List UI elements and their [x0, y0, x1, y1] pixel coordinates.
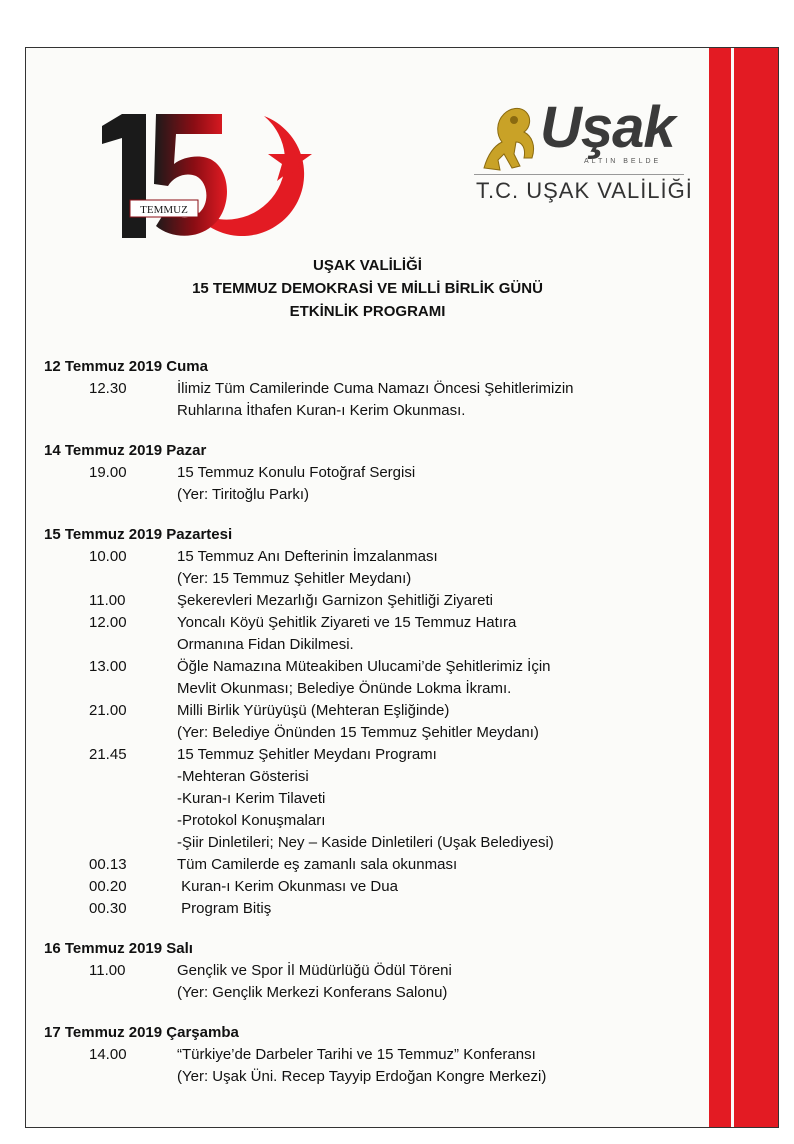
event-row — [44, 378, 704, 422]
event-line: Kuran-ı Kerim Okunması ve Dua — [177, 878, 398, 895]
usak-caption: T.C. UŞAK VALİLİĞİ — [476, 178, 693, 203]
event-line: Milli Birlik Yürüyüşü (Mehteran Eşliğinde) — [177, 702, 450, 719]
event-line: (Yer: Gençlik Merkezi Konferans Salonu) — [177, 984, 448, 1001]
event-time: 00.30 — [89, 900, 127, 917]
event-line: 15 Temmuz Konulu Fotoğraf Sergisi — [177, 464, 416, 481]
event-description — [177, 656, 704, 700]
event-time: 00.20 — [89, 878, 127, 895]
event-line: Yoncalı Köyü Şehitlik Ziyareti ve 15 Temmuz Hatıra — [177, 614, 517, 631]
event-time: 14.00 — [89, 1046, 127, 1063]
event-line: -Mehteran Gösterisi — [177, 768, 309, 785]
event-time: 10.00 — [89, 548, 127, 565]
event-description — [177, 590, 704, 612]
day-title: 17 Temmuz 2019 Çarşamba — [44, 1024, 239, 1041]
event-line: Program Bitiş — [177, 900, 272, 917]
day-section — [44, 1022, 704, 1088]
event-time: 19.00 — [89, 464, 127, 481]
day-title: 14 Temmuz 2019 Pazar — [44, 442, 207, 459]
event-time: 00.13 — [89, 856, 127, 873]
event-time: 12.00 — [89, 614, 127, 631]
day-section — [44, 356, 704, 422]
event-description — [177, 378, 704, 422]
event-time: 11.00 — [89, 962, 126, 979]
logo-divider — [474, 174, 684, 175]
red-stripe-wide — [734, 48, 779, 1127]
event-row — [44, 612, 704, 656]
event-row — [44, 1044, 704, 1088]
day-title: 12 Temmuz 2019 Cuma — [44, 358, 208, 375]
event-row — [44, 960, 704, 1004]
event-line: -Protokol Konuşmaları — [177, 812, 326, 829]
logo-15-temmuz-graphic — [94, 86, 324, 266]
heading-line-1: UŞAK VALİLİĞİ — [313, 257, 422, 274]
golden-horse-icon — [474, 98, 544, 178]
event-description — [177, 700, 704, 744]
event-line: (Yer: Tiritoğlu Parkı) — [177, 486, 309, 503]
event-description — [177, 854, 704, 876]
event-row — [44, 700, 704, 744]
event-line: İlimiz Tüm Camilerinde Cuma Namazı Öncesi Şehitlerimizin — [177, 380, 574, 397]
event-row — [44, 876, 704, 898]
event-line: Öğle Namazına Müteakiben Ulucami’de Şehitlerimiz İçin — [177, 658, 551, 675]
event-description — [177, 462, 704, 506]
heading-line-3: ETKİNLİK PROGRAMI — [289, 303, 446, 320]
event-line: (Yer: 15 Temmuz Şehitler Meydanı) — [177, 570, 412, 587]
heading-line-2: 15 TEMMUZ DEMOKRASİ VE MİLLİ BİRLİK GÜNÜ — [192, 280, 543, 297]
event-time: 11.00 — [89, 592, 126, 609]
day-section — [44, 938, 704, 1004]
event-description — [177, 546, 704, 590]
event-description — [177, 744, 704, 854]
usak-wordmark: Uşak — [540, 95, 675, 160]
logo-15-temmuz — [94, 86, 324, 266]
day-title: 15 Temmuz 2019 Pazartesi — [44, 526, 233, 543]
event-row — [44, 898, 704, 920]
logo-usak-valiligi — [474, 90, 714, 250]
event-time: 12.30 — [89, 380, 127, 397]
day-section — [44, 524, 704, 920]
event-row — [44, 656, 704, 700]
event-description — [177, 612, 704, 656]
event-line: “Türkiye’de Darbeler Tarihi ve 15 Temmuz” Konferansı — [177, 1046, 536, 1063]
event-row — [44, 744, 704, 854]
event-line: Mevlit Okunması; Belediye Önünde Lokma İkramı. — [177, 680, 512, 697]
event-line: 15 Temmuz Şehitler Meydanı Programı — [177, 746, 437, 763]
day-title: 16 Temmuz 2019 Salı — [44, 940, 193, 957]
program-list — [44, 356, 704, 1106]
event-row — [44, 546, 704, 590]
event-line: Ruhlarına İthafen Kuran-ı Kerim Okunması. — [177, 402, 466, 419]
event-time: 21.00 — [89, 702, 127, 719]
event-description — [177, 960, 704, 1004]
event-line: -Şiir Dinletileri; Ney – Kaside Dinletileri (Uşak Belediyesi) — [177, 834, 554, 851]
event-description — [177, 876, 704, 898]
day-section — [44, 440, 704, 506]
event-line: Şekerevleri Mezarlığı Garnizon Şehitliği Ziyareti — [177, 592, 493, 609]
event-line: Tüm Camilerde eş zamanlı sala okunması — [177, 856, 458, 873]
event-line: (Yer: Uşak Üni. Recep Tayyip Erdoğan Kongre Merkezi) — [177, 1068, 547, 1085]
event-line: 15 Temmuz Anı Defterinin İmzalanması — [177, 548, 438, 565]
event-description — [177, 898, 704, 920]
event-row — [44, 854, 704, 876]
document-page — [25, 47, 779, 1128]
logo-badge-text: TEMMUZ — [140, 204, 188, 216]
usak-subtitle: ALTIN BELDE — [584, 158, 662, 165]
event-line: Gençlik ve Spor İl Müdürlüğü Ödül Töreni — [177, 962, 452, 979]
event-line: Ormanına Fidan Dikilmesi. — [177, 636, 354, 653]
event-row — [44, 590, 704, 612]
event-time: 21.45 — [89, 746, 127, 763]
event-time: 13.00 — [89, 658, 127, 675]
event-description — [177, 1044, 704, 1088]
event-row — [44, 462, 704, 506]
event-line: (Yer: Belediye Önünden 15 Temmuz Şehitler Meydanı) — [177, 724, 539, 741]
event-line: -Kuran-ı Kerim Tilaveti — [177, 790, 326, 807]
